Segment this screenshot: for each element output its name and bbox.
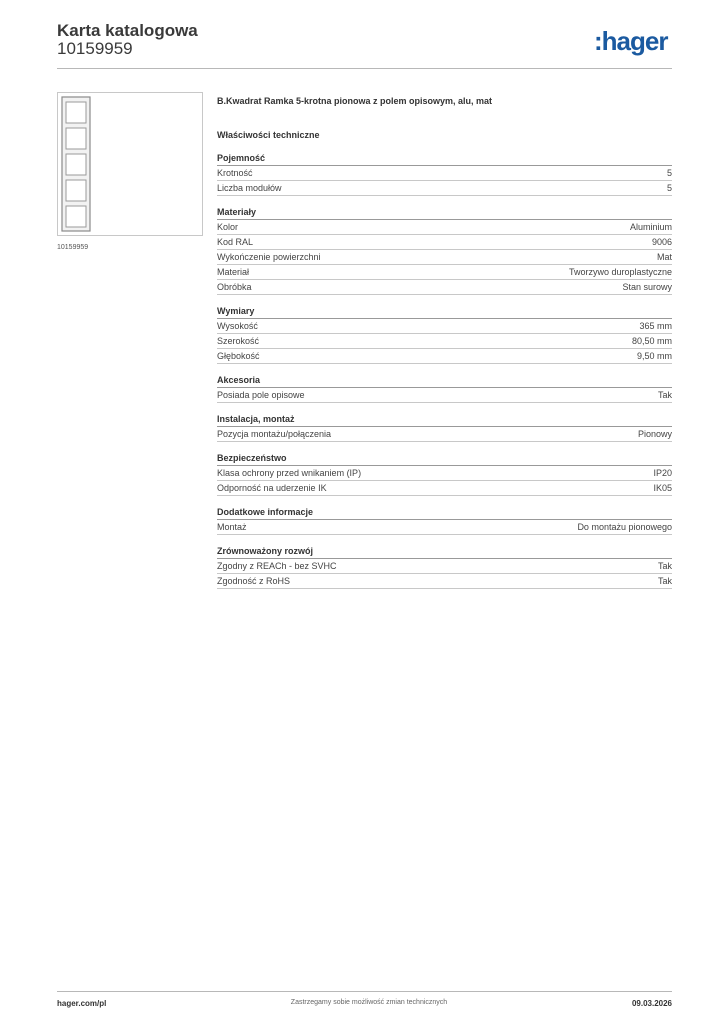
spec-value: Tak [657, 390, 672, 400]
product-number: 10159959 [57, 39, 133, 58]
spec-row [217, 319, 672, 334]
section-label: Pojemność [217, 152, 672, 166]
spec-name: Odporność na uderzenie IK [217, 483, 327, 493]
spec-value: Tak [657, 576, 672, 586]
spec-value: Aluminium [629, 222, 672, 232]
spec-name: Głębokość [217, 351, 260, 361]
section-label: Wymiary [217, 305, 672, 319]
spec-name: Posiada pole opisowe [217, 390, 305, 400]
spec-value: Stan surowy [622, 282, 672, 292]
product-title: B.Kwadrat Ramka 5-krotna pionowa z polem opisowym, alu, mat [217, 96, 493, 106]
spec-name: Krotność [217, 168, 253, 178]
spec-name: Montaż [217, 522, 247, 532]
section-label: Materiały [217, 206, 672, 220]
spec-row [217, 559, 672, 574]
spec-name: Materiał [217, 267, 250, 277]
spec-row [217, 334, 672, 349]
spec-name: Obróbka [217, 282, 252, 292]
image-caption: 10159959 [57, 244, 89, 251]
spec-content [217, 96, 672, 589]
spec-value: 9006 [651, 237, 672, 247]
spec-row [217, 427, 672, 442]
spec-name: Pozycja montażu/połączenia [217, 429, 332, 439]
spec-value: Tworzywo duroplastyczne [568, 267, 672, 277]
spec-name: Wysokość [217, 321, 258, 331]
hager-logo: :hager [594, 26, 668, 56]
footer-disclaimer: Zastrzegamy sobie możliwość zmian technicznych [290, 999, 448, 1006]
spec-name: Szerokość [217, 336, 260, 346]
page-title: Karta katalogowa [57, 21, 198, 40]
section-label: Akcesoria [217, 374, 672, 388]
spec-row [217, 166, 672, 181]
spec-value: 365 mm [639, 321, 672, 331]
spec-row [217, 220, 672, 235]
specs-heading: Właściwości techniczne [217, 130, 320, 140]
spec-name: Zgodność z RoHS [217, 576, 291, 586]
spec-row [217, 250, 672, 265]
spec-value: Pionowy [637, 429, 672, 439]
spec-row [217, 280, 672, 295]
spec-name: Wykończenie powierzchni [217, 252, 321, 262]
section-label: Instalacja, montaż [217, 413, 672, 427]
spec-value: Do montażu pionowego [577, 522, 672, 532]
section-label: Dodatkowe informacje [217, 506, 672, 520]
spec-row [217, 235, 672, 250]
spec-row [217, 388, 672, 403]
spec-value: IP20 [653, 468, 672, 478]
spec-row [217, 349, 672, 364]
spec-value: 5 [666, 183, 672, 193]
spec-row [217, 466, 672, 481]
spec-name: Kod RAL [217, 237, 254, 247]
spec-value: 9,50 mm [636, 351, 672, 361]
spec-value: 80,50 mm [631, 336, 672, 346]
spec-name: Klasa ochrony przed wnikaniem (IP) [217, 468, 362, 478]
spec-value: 5 [666, 168, 672, 178]
spec-row [217, 481, 672, 496]
spec-row [217, 574, 672, 589]
section-label: Bezpieczeństwo [217, 452, 672, 466]
footer-divider [57, 991, 672, 992]
spec-value: IK05 [653, 483, 672, 493]
spec-row [217, 265, 672, 280]
spec-row [217, 520, 672, 535]
header-divider [57, 68, 672, 69]
spec-name: Kolor [217, 222, 239, 232]
spec-name: Zgodny z REACh - bez SVHC [217, 561, 337, 571]
spec-value: Mat [656, 252, 672, 262]
frame-illustration [58, 93, 202, 235]
spec-name: Liczba modułów [217, 183, 282, 193]
product-image [57, 92, 203, 236]
footer-date: 09.03.2026 [631, 999, 672, 1008]
spec-value: Tak [657, 561, 672, 571]
section-label: Zrównoważony rozwój [217, 545, 672, 559]
footer-website[interactable]: hager.com/pl [57, 999, 107, 1008]
spec-row [217, 181, 672, 196]
